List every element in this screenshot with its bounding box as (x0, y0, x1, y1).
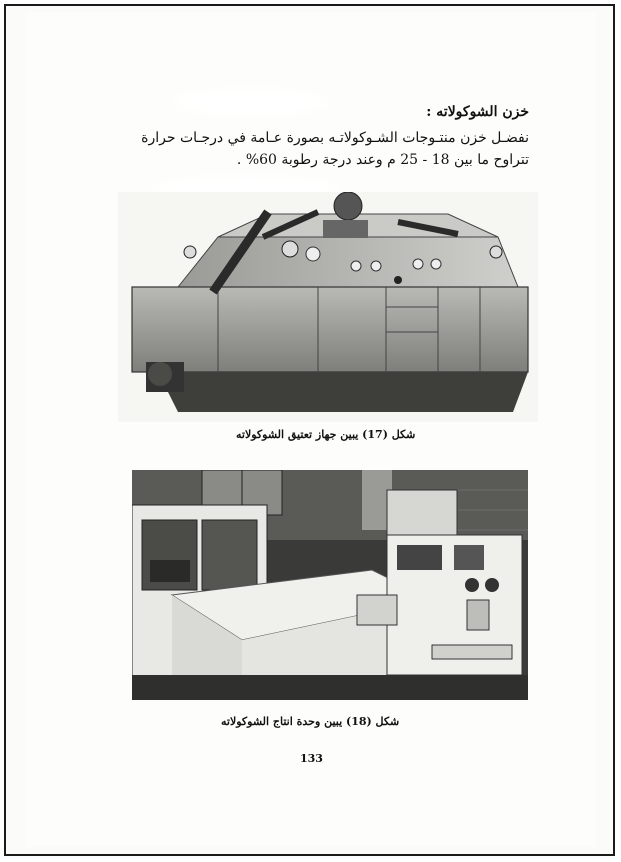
figure-18-photo (132, 470, 528, 700)
page-number: 133 (300, 752, 323, 765)
figure-18-caption: شكل (18) يبين وحدة انتاج الشوكولاته (221, 715, 400, 728)
body-paragraph: نفضـل خزن منتـوجات الشـوكولاتـه بصورة عـامة في درجـات حرارة تتراوح ما بين 18 - 25 م وعند درجة رطوبة 60% . (141, 130, 529, 168)
section-heading: خزن الشوكولاته : (426, 104, 529, 120)
smudge (170, 88, 330, 116)
figure-17-photo (118, 192, 538, 422)
figure-17-caption: شكل (17) يبين جهاز تعتيق الشوكولاته (236, 428, 416, 441)
